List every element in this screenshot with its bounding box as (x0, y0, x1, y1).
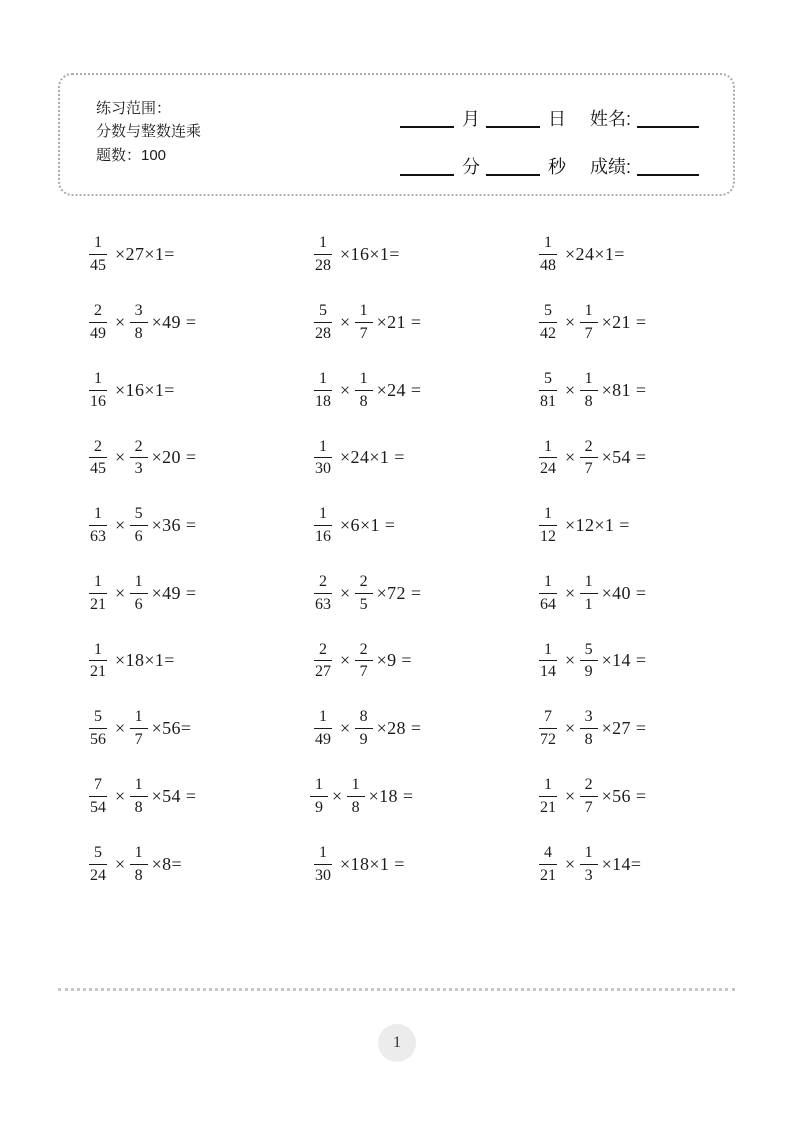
operation-text: ×54 = (601, 447, 647, 468)
fraction (310, 708, 336, 749)
numerator: 3 (130, 302, 148, 323)
problem-22 (85, 708, 310, 749)
fraction (355, 708, 373, 749)
operation-text: ×28 = (376, 718, 422, 739)
fraction (355, 573, 373, 614)
denominator: 28 (315, 325, 331, 343)
denominator: 7 (134, 731, 143, 749)
denominator: 21 (540, 866, 556, 884)
operation-text: ×27×1= (115, 244, 175, 265)
denominator: 8 (134, 325, 143, 343)
numerator: 2 (355, 641, 373, 662)
problem-30 (535, 844, 735, 885)
operation-text: ×9 = (376, 650, 412, 671)
operation-text: × (115, 718, 126, 739)
numerator: 5 (89, 708, 107, 729)
problem-16 (85, 573, 310, 614)
operation-text: ×24 = (376, 379, 422, 400)
problem-8 (310, 370, 535, 411)
problem-14 (310, 505, 535, 546)
denominator: 18 (315, 392, 331, 410)
fraction (310, 438, 336, 479)
problem-13 (85, 505, 310, 546)
fraction (310, 505, 336, 546)
fraction (580, 573, 598, 614)
second-blank (486, 174, 540, 176)
operation-text: ×56 = (601, 785, 647, 806)
numerator: 1 (314, 708, 332, 729)
fraction (580, 438, 598, 479)
operation-text: × (565, 379, 576, 400)
fraction (535, 573, 561, 614)
name-blank (637, 126, 699, 128)
problem-27 (535, 776, 735, 817)
fraction (535, 844, 561, 885)
fraction (85, 708, 111, 749)
fraction (535, 776, 561, 817)
numerator: 7 (89, 776, 107, 797)
numerator: 5 (539, 302, 557, 323)
fraction (85, 302, 111, 343)
numerator: 1 (130, 708, 148, 729)
numerator: 2 (130, 438, 148, 459)
denominator: 72 (540, 731, 556, 749)
fraction (580, 844, 598, 885)
problem-18 (535, 573, 735, 614)
fraction (130, 708, 148, 749)
operation-text: × (565, 447, 576, 468)
operation-text: × (340, 312, 351, 333)
denominator: 3 (584, 866, 593, 884)
fraction (580, 641, 598, 682)
problem-20 (310, 641, 535, 682)
denominator: 3 (134, 460, 143, 478)
fraction (85, 234, 111, 275)
numerator: 1 (89, 641, 107, 662)
denominator: 63 (90, 528, 106, 546)
numerator: 8 (355, 708, 373, 729)
fraction (130, 505, 148, 546)
fraction (130, 776, 148, 817)
denominator: 7 (359, 663, 368, 681)
operation-text: ×20 = (151, 447, 197, 468)
fraction (85, 844, 111, 885)
numerator: 1 (539, 438, 557, 459)
name-label: 姓名: (590, 109, 632, 129)
numerator: 1 (314, 234, 332, 255)
score-blank (637, 174, 699, 176)
denominator: 6 (134, 528, 143, 546)
fraction (85, 641, 111, 682)
operation-text: ×18×1= (115, 650, 175, 671)
denominator: 21 (540, 798, 556, 816)
problem-26 (310, 776, 535, 817)
fraction (130, 573, 148, 614)
operation-text: ×81 = (601, 379, 647, 400)
fraction (355, 641, 373, 682)
fraction (310, 302, 336, 343)
operation-text: × (340, 650, 351, 671)
numerator: 5 (89, 844, 107, 865)
denominator: 16 (315, 528, 331, 546)
numerator: 1 (314, 370, 332, 391)
numerator: 7 (539, 708, 557, 729)
fraction (535, 302, 561, 343)
operation-text: ×21 = (601, 312, 647, 333)
denominator: 9 (315, 798, 323, 816)
denominator: 24 (90, 866, 106, 884)
problem-9 (535, 370, 735, 411)
operation-text: ×56= (151, 718, 192, 739)
problem-24 (535, 708, 735, 749)
numerator: 1 (89, 505, 107, 526)
problem-15 (535, 505, 735, 546)
denominator: 7 (584, 460, 593, 478)
numerator: 1 (89, 234, 107, 255)
numerator: 2 (89, 438, 107, 459)
numerator: 1 (580, 370, 598, 391)
operation-text: ×18×1 = (340, 853, 405, 874)
operation-text: ×27 = (601, 718, 647, 739)
operation-text: ×14 = (601, 650, 647, 671)
problem-6 (535, 302, 735, 343)
minute-label: 分 (462, 157, 480, 177)
fraction (85, 370, 111, 411)
date-name-row (400, 89, 699, 137)
numerator: 1 (580, 844, 598, 865)
operation-text: ×40 = (601, 582, 647, 603)
numerator: 1 (539, 573, 557, 594)
fraction (347, 776, 365, 817)
numerator: 5 (539, 370, 557, 391)
operation-text: × (340, 379, 351, 400)
numerator: 1 (130, 573, 148, 594)
fraction (580, 302, 598, 343)
operation-text: ×49 = (151, 582, 197, 603)
denominator: 42 (540, 325, 556, 343)
operation-text: × (115, 515, 126, 536)
denominator: 7 (584, 798, 593, 816)
denominator: 8 (359, 392, 368, 410)
numerator: 1 (347, 776, 365, 797)
problem-23 (310, 708, 535, 749)
denominator: 8 (134, 798, 143, 816)
fraction (580, 708, 598, 749)
numerator: 1 (580, 302, 598, 323)
fraction (580, 370, 598, 411)
operation-text: ×21 = (376, 312, 422, 333)
denominator: 28 (315, 257, 331, 275)
operation-text: × (332, 785, 343, 806)
numerator: 2 (355, 573, 373, 594)
fraction (355, 302, 373, 343)
denominator: 6 (134, 595, 143, 613)
denominator: 24 (540, 460, 556, 478)
numerator: 2 (314, 573, 332, 594)
page-number-badge (378, 1024, 416, 1062)
denominator: 63 (315, 595, 331, 613)
fraction (535, 234, 561, 275)
problem-3 (535, 234, 735, 275)
numerator: 2 (314, 641, 332, 662)
problem-10 (85, 438, 310, 479)
numerator: 1 (89, 370, 107, 391)
problem-11 (310, 438, 535, 479)
denominator: 27 (315, 663, 331, 681)
second-label: 秒 (548, 157, 566, 177)
fraction (310, 641, 336, 682)
operation-text: ×72 = (376, 582, 422, 603)
fraction (535, 370, 561, 411)
denominator: 8 (134, 866, 143, 884)
operation-text: × (565, 785, 576, 806)
operation-text: × (340, 582, 351, 603)
numerator: 2 (89, 302, 107, 323)
problem-5 (310, 302, 535, 343)
operation-text: × (340, 718, 351, 739)
denominator: 49 (90, 325, 106, 343)
numerator: 1 (539, 505, 557, 526)
operation-text: × (565, 582, 576, 603)
numerator: 1 (539, 234, 557, 255)
problem-21 (535, 641, 735, 682)
numerator: 5 (580, 641, 598, 662)
operation-text: × (565, 718, 576, 739)
time-score-row (400, 137, 699, 185)
denominator: 45 (90, 257, 106, 275)
numerator: 1 (89, 573, 107, 594)
fraction (310, 844, 336, 885)
operation-text: × (565, 312, 576, 333)
fraction (535, 505, 561, 546)
fraction (130, 844, 148, 885)
operation-text: ×16×1= (340, 244, 400, 265)
problem-19 (85, 641, 310, 682)
fraction (535, 708, 561, 749)
day-label: 日 (548, 109, 566, 129)
fraction (85, 573, 111, 614)
operation-text: × (115, 312, 126, 333)
denominator: 8 (351, 798, 360, 816)
denominator: 56 (90, 731, 106, 749)
header-fill-in (400, 89, 699, 185)
numerator: 1 (310, 776, 328, 797)
denominator: 81 (540, 392, 556, 410)
denominator: 30 (315, 866, 331, 884)
problems-grid (85, 221, 735, 898)
denominator: 45 (90, 460, 106, 478)
fraction (85, 776, 111, 817)
operation-text: ×24×1= (565, 244, 625, 265)
operation-text: ×16×1= (115, 379, 175, 400)
numerator: 1 (355, 370, 373, 391)
numerator: 4 (539, 844, 557, 865)
numerator: 1 (539, 641, 557, 662)
denominator: 9 (584, 663, 593, 681)
fraction (535, 641, 561, 682)
operation-text: ×8= (151, 853, 183, 874)
fraction (130, 438, 148, 479)
operation-text: ×24×1 = (340, 447, 405, 468)
denominator: 21 (90, 595, 106, 613)
scope-label: 练习范围： (96, 100, 172, 117)
problem-28 (85, 844, 310, 885)
numerator: 1 (355, 302, 373, 323)
operation-text: ×36 = (151, 515, 197, 536)
problem-29 (310, 844, 535, 885)
fraction (580, 776, 598, 817)
problem-17 (310, 573, 535, 614)
problem-2 (310, 234, 535, 275)
bottom-dotted-divider (58, 988, 735, 991)
denominator: 54 (90, 798, 106, 816)
numerator: 1 (314, 505, 332, 526)
operation-text: ×54 = (151, 785, 197, 806)
problem-7 (85, 370, 310, 411)
problem-4 (85, 302, 310, 343)
denominator: 8 (584, 392, 593, 410)
fraction (355, 370, 373, 411)
scope-value: 分数与整数连乘 (96, 123, 202, 141)
operation-text: ×12×1 = (565, 515, 630, 536)
numerator: 1 (580, 573, 598, 594)
denominator: 7 (359, 325, 368, 343)
page-number: 1 (393, 1034, 401, 1051)
problem-1 (85, 234, 310, 275)
numerator: 1 (539, 776, 557, 797)
denominator: 49 (315, 731, 331, 749)
fraction (85, 505, 111, 546)
denominator: 48 (540, 257, 556, 275)
operation-text: × (115, 785, 126, 806)
numerator: 2 (580, 438, 598, 459)
numerator: 5 (314, 302, 332, 323)
header-info (96, 97, 201, 167)
operation-text: ×49 = (151, 312, 197, 333)
denominator: 16 (90, 392, 106, 410)
fraction (535, 438, 561, 479)
numerator: 2 (580, 776, 598, 797)
denominator: 8 (584, 731, 593, 749)
denominator: 9 (359, 731, 368, 749)
denominator: 1 (584, 595, 593, 613)
score-label: 成绩: (590, 157, 632, 177)
operation-text: × (565, 650, 576, 671)
minute-blank (400, 174, 454, 176)
operation-text: ×18 = (368, 785, 414, 806)
fraction (310, 370, 336, 411)
denominator: 30 (315, 460, 331, 478)
operation-text: × (115, 447, 126, 468)
month-blank (400, 126, 454, 128)
day-blank (486, 126, 540, 128)
numerator: 1 (130, 776, 148, 797)
numerator: 1 (314, 438, 332, 459)
fraction (130, 302, 148, 343)
numerator: 1 (130, 844, 148, 865)
month-label: 月 (462, 109, 480, 129)
denominator: 7 (584, 325, 593, 343)
denominator: 5 (359, 595, 368, 613)
operation-text: × (115, 582, 126, 603)
denominator: 21 (90, 663, 106, 681)
operation-text: × (565, 853, 576, 874)
problem-12 (535, 438, 735, 479)
count-label: 题数：100 (96, 146, 167, 164)
denominator: 14 (540, 663, 556, 681)
operation-text: ×14= (601, 853, 642, 874)
fraction (310, 573, 336, 614)
fraction (310, 234, 336, 275)
numerator: 3 (580, 708, 598, 729)
denominator: 64 (540, 595, 556, 613)
fraction (85, 438, 111, 479)
numerator: 5 (130, 505, 148, 526)
denominator: 12 (540, 528, 556, 546)
problem-25 (85, 776, 310, 817)
fraction (310, 776, 328, 817)
header-box (58, 73, 735, 196)
numerator: 1 (314, 844, 332, 865)
operation-text: × (115, 853, 126, 874)
operation-text: ×6×1 = (340, 515, 396, 536)
